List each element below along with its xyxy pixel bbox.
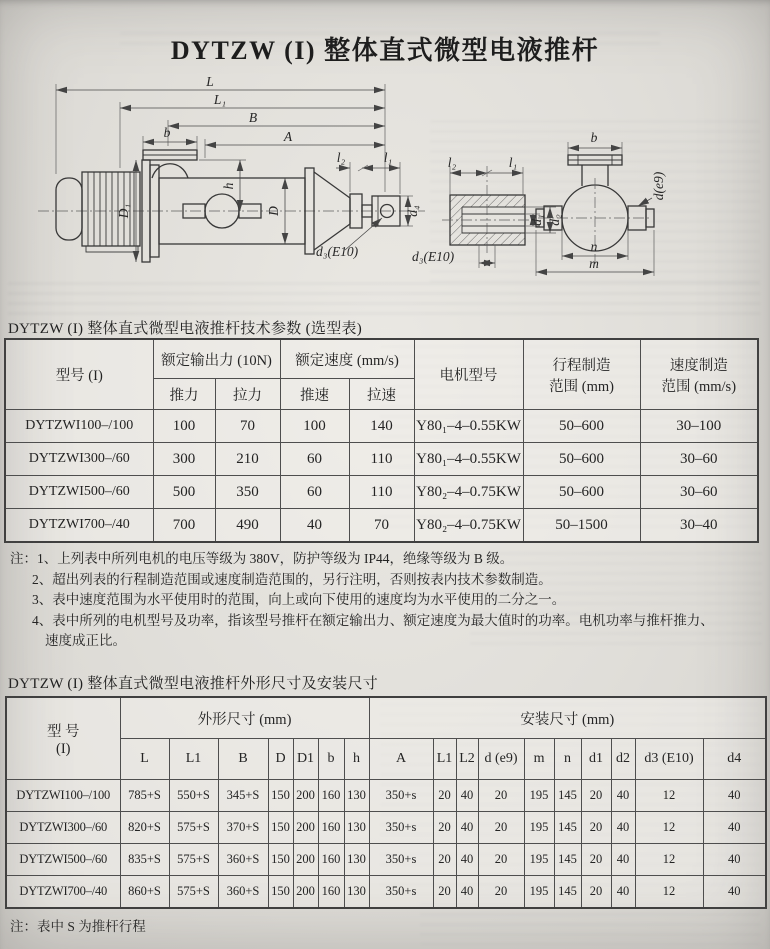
dimension-cell: 40 [456,876,478,909]
dimension-cell: 12 [635,780,703,812]
dimension-cell: 40 [611,780,635,812]
dimension-cell: 145 [554,844,581,876]
note-line: 3、表中速度范围为水平使用时的范围，向上或向下使用的速度均为水平使用的二分之一。 [32,592,566,607]
dimension-cell: 20 [433,812,456,844]
dim-label-h: h [221,182,236,190]
note-prefix: 注： [10,551,37,566]
col-h: h [344,739,369,780]
push-speed-cell: 60 [280,443,349,476]
dim-label-A: A [283,129,293,144]
section-view [412,155,562,268]
dim-label-D: D [266,206,281,216]
motor-cell: Y80₁–4–0.55KW [414,443,523,476]
dimension-cell: 130 [344,876,369,909]
page-title: DYTZW (I) 整体直式微型电液推杆 [170,36,600,66]
dimension-cell: 40 [703,876,766,909]
note-text: 1、上列表中所列电机的电压等级为 380V，防护等级为 IP44，绝缘等级为 B 级。 [37,551,514,566]
dimension-cell: 200 [293,876,318,909]
stroke-cell: 50–600 [523,410,640,443]
dimension-cell: 195 [524,844,554,876]
dimension-cell: 360+S [218,876,268,909]
spec-table-row [5,476,758,509]
note-line: 速度成正比。 [45,633,126,648]
dimension-cell: 20 [581,812,611,844]
model-cell: DYTZWI300–/60 [5,443,153,476]
dimension-cell: 20 [433,844,456,876]
section-label-d2: d₂ [547,214,562,226]
header-stroke-range-line1: 行程制造 [552,357,611,374]
push-cell: 300 [153,443,215,476]
end-label-n: n [590,239,598,254]
dimension-cell: 195 [524,780,554,812]
model-cell: DYTZWI700–/40 [5,509,153,543]
dimension-cell: 20 [478,844,524,876]
col-L1: L1 [169,739,218,780]
dimension-cell: 160 [318,844,344,876]
end-label-de9: d(e9) [651,171,666,201]
dimension-cell: 360+S [218,844,268,876]
dimension-cell: 20 [581,844,611,876]
model-cell: DYTZWI700–/40 [6,876,120,909]
pull-cell: 70 [215,410,280,443]
dimension-cell: 20 [433,780,456,812]
dimension-cell: 195 [524,812,554,844]
dimension-cell: 40 [611,812,635,844]
notes-block [10,549,714,652]
scan-show-through [420,903,760,945]
dimension-cell: 145 [554,780,581,812]
model-cell: DYTZWI300–/60 [6,812,120,844]
header-rated-force: 额定输出力 (10N) [153,339,280,379]
push-cell: 100 [153,410,215,443]
model-cell: DYTZWI100–/100 [6,780,120,812]
dimension-cell: 20 [478,812,524,844]
push-speed-cell: 60 [280,476,349,509]
col-d3-E10: d3 (E10) [635,739,703,780]
dim-label-l1: l₁ [383,150,393,165]
dimension-table-row [6,780,766,812]
table2-caption: DYTZW (I) 整体直式微型电液推杆外形尺寸及安装尺寸 [8,676,379,692]
motor-cell: Y80₂–4–0.75KW [414,476,523,509]
col-L: L [120,739,169,780]
model-cell: DYTZWI500–/60 [5,476,153,509]
dimension-cell: 860+S [120,876,169,909]
header-push-force: 推力 [153,379,215,410]
col-D: D [268,739,293,780]
section-label-d3: d₃(E10) [412,249,455,264]
technical-drawings [0,58,770,316]
note-line: 2、超出列表的行程制造范围或速度制造范围的，另行注明，否则按表内技术参数制造。 [32,571,552,587]
motor-cell: Y80₂–4–0.75KW [414,509,523,543]
spec-table-body [5,410,758,543]
push-speed-cell: 100 [280,410,349,443]
pull-speed-cell: 70 [349,509,414,543]
header-mounting-dimensions: 安装尺寸 (mm) [369,697,766,739]
dim-label-B: B [248,110,258,125]
header-speed-range [640,339,758,410]
main-view [38,74,425,262]
push-cell: 700 [153,509,215,543]
dimension-cell: 130 [344,812,369,844]
dimension-cell: 145 [554,876,581,909]
dimension-cell: 150 [268,876,293,909]
dimension-cell: 200 [293,780,318,812]
dimension-cell: 195 [524,876,554,909]
dimension-cell: 20 [478,876,524,909]
dim-label-l2: l₂ [336,150,346,165]
dim-label-L1: L₁ [213,92,227,107]
dimension-table [5,696,767,909]
dimension-table-row [6,876,766,909]
dimension-cell: 20 [581,876,611,909]
dim-label-b: b [163,125,171,140]
col-d1: d1 [581,739,611,780]
header-rated-speed: 额定速度 (mm/s) [280,339,414,379]
dimension-cell: 160 [318,780,344,812]
dimension-cell: 130 [344,844,369,876]
header-pull-force: 拉力 [215,379,280,410]
pull-cell: 490 [215,509,280,543]
dimension-cell: 20 [581,780,611,812]
spec-table-row [5,443,758,476]
dimension-cell: 350+s [369,876,433,909]
model-cell: DYTZWI500–/60 [6,844,120,876]
dim-label-d4: d₄ [405,205,420,217]
dimension-cell: 20 [433,876,456,909]
col-L2: L2 [456,739,478,780]
section-label-d1: d₁ [529,214,544,226]
col-b: b [318,739,344,780]
dim-label-d3: d₃(E10) [316,244,359,259]
dim-label-L: L [206,74,214,89]
note-line: 4、表中所列的电机型号及功率，指该型号推杆在额定输出力、额定速度为最大值时的功率。电机功率与推杆推力、 [32,612,714,628]
speed-range-cell: 30–40 [640,509,758,543]
dimension-cell: 200 [293,844,318,876]
dimension-cell: 200 [293,812,318,844]
spec-table [4,338,759,543]
dimension-cell: 575+S [169,844,218,876]
push-cell: 500 [153,476,215,509]
section-label-l2: l₂ [447,155,457,170]
header-speed-range-line1: 速度制造 [669,357,728,374]
dimension-cell: 575+S [169,812,218,844]
section-label-l1: l₁ [508,155,518,170]
dimension-cell: 40 [703,844,766,876]
dimension-cell: 40 [703,812,766,844]
header-pull-speed: 拉速 [349,379,414,410]
motor-cell: Y80₁–4–0.55KW [414,410,523,443]
model-cell: DYTZWI100–/100 [5,410,153,443]
dimension-cell: 350+s [369,844,433,876]
dimension-cell: 160 [318,876,344,909]
pull-speed-cell: 140 [349,410,414,443]
header-model [6,697,120,780]
dimension-cell: 20 [478,780,524,812]
dimension-cell: 40 [611,876,635,909]
table2-note: 注：表中 S 为推杆行程 [10,919,146,934]
table1-caption: DYTZW (I) 整体直式微型电液推杆技术参数 (选型表) [8,321,363,337]
end-label-m: m [589,256,599,271]
spec-table-row [5,509,758,543]
end-view [536,130,666,276]
header-push-speed: 推速 [280,379,349,410]
dimension-table-row [6,844,766,876]
dimension-cell: 350+s [369,812,433,844]
dimension-cell: 40 [456,780,478,812]
dimension-cell: 150 [268,844,293,876]
stroke-cell: 50–1500 [523,509,640,543]
dimension-cell: 150 [268,812,293,844]
spec-table-row [5,410,758,443]
col-d4: d4 [703,739,766,780]
dimension-cell: 820+S [120,812,169,844]
dimension-cell: 12 [635,812,703,844]
dimension-cell: 40 [456,844,478,876]
end-label-b: b [590,130,598,145]
header-model-line2: (I) [56,740,71,757]
dimension-cell: 40 [456,812,478,844]
header-model-line1: 型 号 [46,723,80,740]
speed-range-cell: 30–100 [640,410,758,443]
col-D1: D1 [293,739,318,780]
dimension-cell: 130 [344,780,369,812]
push-speed-cell: 40 [280,509,349,543]
pull-speed-cell: 110 [349,476,414,509]
header-speed-range-line2: 范围 (mm/s) [661,378,737,395]
dimension-cell: 40 [611,844,635,876]
col-d2: d2 [611,739,635,780]
header-stroke-range-line2: 范围 (mm) [549,378,614,395]
dimension-cell: 575+S [169,876,218,909]
dim-label-D1: D₁ [116,203,131,219]
pull-cell: 210 [215,443,280,476]
header-model: 型号 (I) [5,339,153,410]
speed-range-cell: 30–60 [640,443,758,476]
dimension-table-row [6,812,766,844]
dimension-cell: 145 [554,812,581,844]
dimension-cell: 150 [268,780,293,812]
col-B: B [218,739,268,780]
col-m: m [524,739,554,780]
dimension-cell: 160 [318,812,344,844]
header-outline-dimensions: 外形尺寸 (mm) [120,697,369,739]
col-d-e9: d (e9) [478,739,524,780]
note-line [10,549,714,570]
col-A: A [369,739,433,780]
dimension-cell: 350+s [369,780,433,812]
stroke-cell: 50–600 [523,443,640,476]
pull-speed-cell: 110 [349,443,414,476]
dimension-cell: 40 [703,780,766,812]
dimension-cell: 370+S [218,812,268,844]
header-stroke-range [523,339,640,410]
pull-cell: 350 [215,476,280,509]
stroke-cell: 50–600 [523,476,640,509]
col-n: n [554,739,581,780]
dimension-cell: 835+S [120,844,169,876]
dimension-cell: 785+S [120,780,169,812]
speed-range-cell: 30–60 [640,476,758,509]
dimension-table-body [6,780,766,909]
dimension-cell: 345+S [218,780,268,812]
dimension-cell: 12 [635,876,703,909]
dimension-cell: 550+S [169,780,218,812]
header-motor-model: 电机型号 [414,339,523,410]
dimension-cell: 12 [635,844,703,876]
col-L1-mount: L1 [433,739,456,780]
